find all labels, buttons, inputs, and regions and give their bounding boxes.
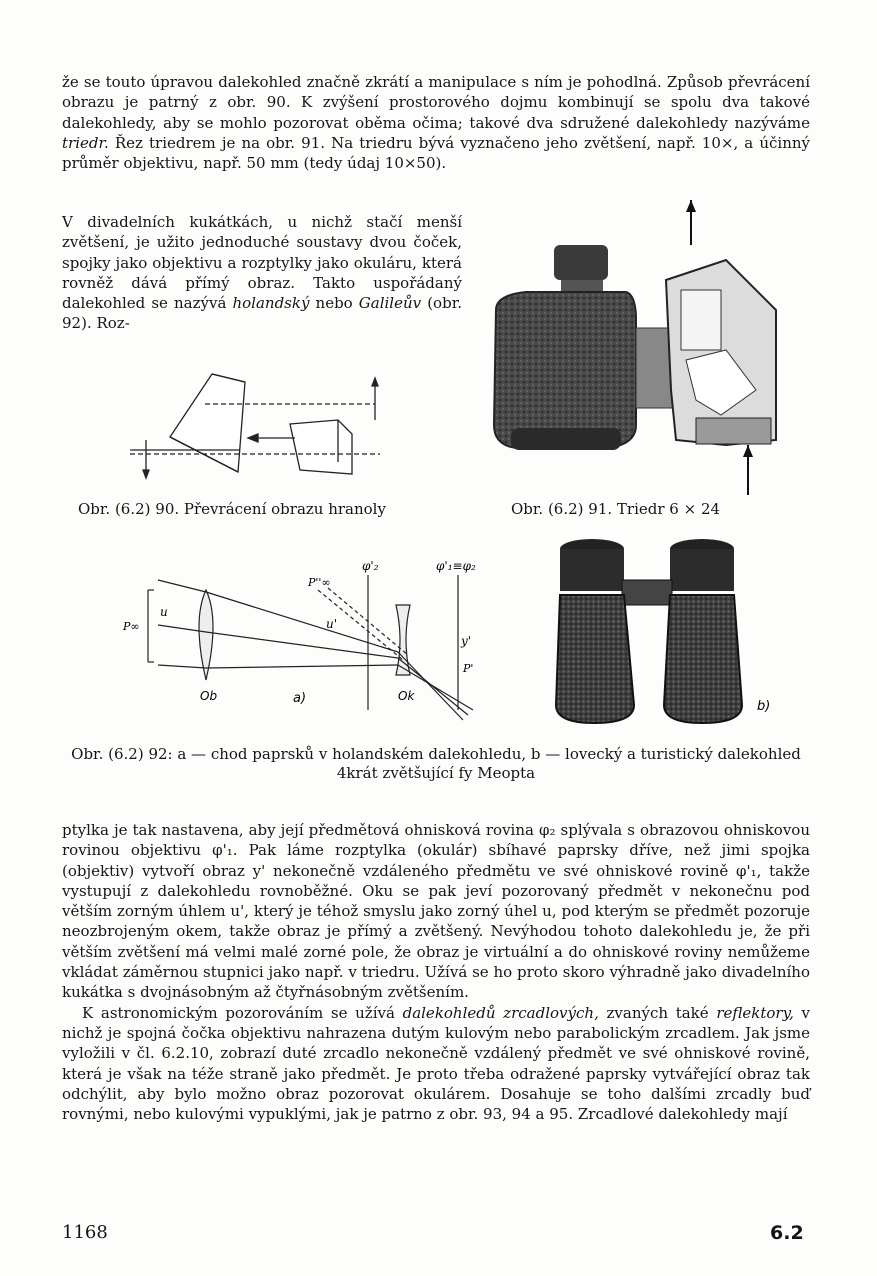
eyepiece-lens bbox=[396, 605, 410, 675]
figure-92b-binoculars-photo bbox=[552, 535, 784, 730]
figure-91-caption: Obr. (6.2) 91. Triedr 6 × 24 bbox=[511, 500, 721, 518]
figure-92-caption: Obr. (6.2) 92: a — chod paprsků v holandském dalekohledu, b — lovecký a turistický dalekohled 4krát zvětšující fy Meopta bbox=[71, 745, 801, 782]
label-y-prime: y' bbox=[461, 634, 472, 648]
p3-text-d: v nichž je spojná čočka objektivu nahrazena dutým kulovým nebo parabolickým zrcadlem. Jak jsme vyložili v čl. 6.2.10, zobrazí duté zrcadlo nekonečně vzdálený předmět ve své ohniskové rovině, která je však na téže straně jako předmět. Je proto třeba odražené paprsky vytvářející obraz tak odchýlit, aby bylo možno obraz pozorovat okulárem. Dosahuje se toho dalšími zrcadly buď rovnými, nebo kulovými vypuklými, jak je patrno z obr. 93, 94 a 95. Zrcadlové dalekohledy mají bbox=[62, 1003, 810, 1124]
label-ob: Ob bbox=[200, 689, 218, 703]
label-p-inf-prime: P''∞ bbox=[308, 576, 331, 589]
term-holandsky: holandský bbox=[232, 294, 310, 313]
objective-lens bbox=[199, 590, 213, 680]
figure-91-binocular-cutaway bbox=[486, 200, 786, 495]
label-phi1-phi2: φ'₁≡φ₂ bbox=[436, 559, 476, 573]
p3-text-a: ptylka je tak nastavena, aby její předmětová ohnisková rovina φ₂ splývala s obrazovou ohniskovou rovinou objektivu φ'₁. Pak láme rozptylka (okulár) sbíhavé paprsky dříve, než jimi spojka (objektiv) vytvoří obraz y' nekonečně vzdáleného předmětu ve své ohniskové rovině φ'₁, takže vystupují z dalekohledu rovnoběžné. Oku se pak jeví pozorovaný předmět v nekonečnu pod větším zorným úhlem u', který je téhož smyslu jako zorný úhel u, pod kterým se předmět pozoruje neozbrojeným okem, takže obraz je přímý a zvětšený. Nevýhodou tohoto dalekohledu je, že při větším zvětšení má velmi malé zorné pole, že obraz je virtuální a do ohniskové roviny nemůžeme vkládat záměrnou stupnici jako např. v triedru. Užívá se ho proto skoro výhradně jako divadelního kukátka s dvojnásobným až čtyřnásobným zvětšením. bbox=[62, 821, 810, 1002]
paragraph-1 bbox=[62, 72, 810, 173]
label-a: a) bbox=[293, 691, 307, 706]
p2-text-a: V divadelních kukátkách, u nichž stačí menší zvětšení, je užito jednoduché soustavy dvou čoček, spojky jako objektivu a rozptylky jako okuláru, která rovněž dává přímý obraz. Takto uspořádaný dalekohled se nazývá bbox=[62, 213, 462, 313]
page-number: 1168 bbox=[62, 1222, 108, 1243]
label-u: u bbox=[160, 605, 168, 619]
p3-text-c: zvaných také bbox=[598, 1003, 717, 1022]
p2-text-b: nebo bbox=[309, 294, 359, 313]
label-p-inf: P∞ bbox=[123, 620, 140, 633]
figure-90-prism-diagram bbox=[120, 362, 410, 482]
label-ok: Ok bbox=[398, 689, 415, 703]
prism-left bbox=[170, 374, 245, 472]
barrel-left bbox=[556, 595, 634, 723]
figure-92a-ray-diagram bbox=[118, 550, 498, 740]
label-b: b) bbox=[757, 699, 771, 714]
p2-text-c: (obr. 92). Roz- bbox=[62, 294, 462, 333]
label-u-prime: u' bbox=[326, 617, 338, 631]
paragraph-3 bbox=[62, 820, 810, 1124]
term-galileuv: Galileův bbox=[358, 294, 422, 313]
section-number: 6.2 bbox=[770, 1222, 804, 1244]
term-zrcadlovych: dalekohledů zrcadlových, bbox=[402, 1003, 599, 1022]
eyepiece-left bbox=[554, 245, 608, 280]
p1-text-a: že se touto úpravou dalekohled značně zkrátí a manipulace s ním je pohodlná. Způsob převrácení obrazu je patrný z obr. 90. K zvýšení prostorového dojmu kombinují se spolu dva takové dalekohledy, aby se mohlo pozorovat oběma očima; takové dva sdružené dalekohledy nazýváme bbox=[62, 73, 810, 132]
p1-text-b: Řez triedrem je na obr. 91. Na triedru bývá vyznačeno jeho zvětšení, např. 10×, a účinný průměr objektivu, např. 50 mm (tedy údaj 10×50). bbox=[62, 133, 810, 173]
prism-right bbox=[290, 420, 352, 474]
figure-90-caption: Obr. (6.2) 90. Převrácení obrazu hranoly bbox=[78, 500, 386, 518]
label-phi2-prime: φ'₂ bbox=[362, 559, 379, 573]
p3-text-b: K astronomickým pozorováním se užívá bbox=[82, 1003, 403, 1022]
body-left bbox=[494, 292, 636, 448]
label-p-prime: P' bbox=[463, 662, 474, 675]
paragraph-2 bbox=[62, 212, 462, 334]
term-reflektory: reflektory, bbox=[716, 1003, 794, 1022]
barrel-right bbox=[664, 595, 742, 723]
term-triedr: triedr. bbox=[62, 133, 109, 152]
